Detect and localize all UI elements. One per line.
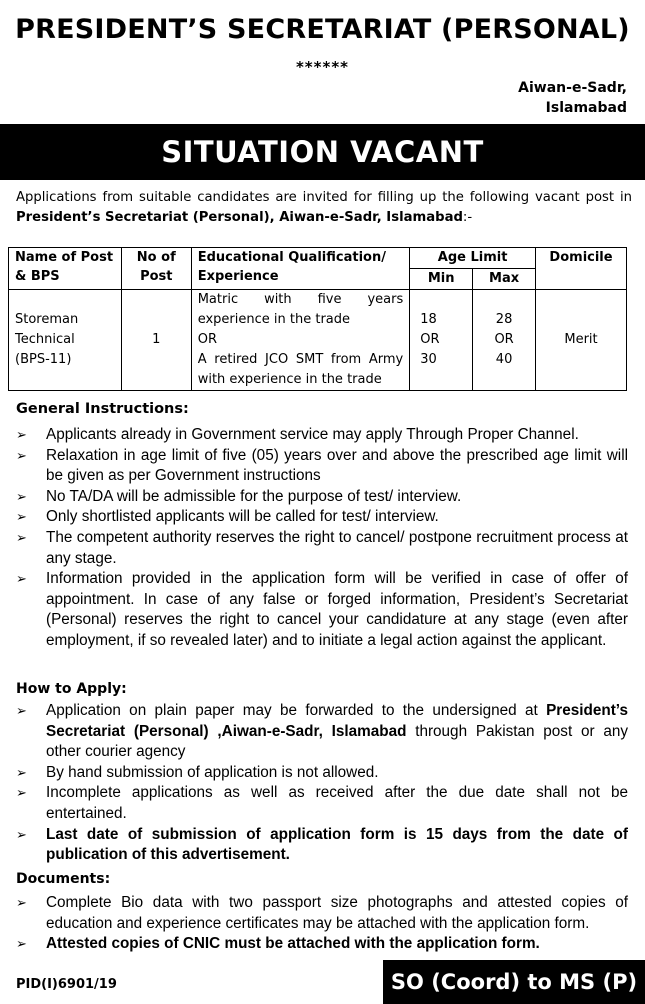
intro-text: Applications from suitable candidates are invited for filling up the following vacant post in [16, 190, 632, 205]
stars-divider: ****** [295, 58, 350, 76]
documents-heading: Documents: [16, 871, 111, 887]
list-item: ➢ By hand submission of application is not allowed. [16, 763, 628, 784]
cell-domicile: Merit [536, 290, 627, 391]
cell-qualification: Matric with five years experience in the trade OR A retired JCO SMT from Army with experience in the trade [191, 290, 410, 391]
list-item: ➢ Only shortlisted applicants will be called for test/ interview. [16, 507, 628, 528]
header-max: Max [473, 269, 536, 290]
situation-vacant-banner: SITUATION VACANT [0, 124, 645, 180]
table-row [9, 290, 627, 391]
list-item: ➢ Complete Bio data with two passport size photographs and attested copies of education and experience certificates may be attached with the application form. [16, 894, 628, 932]
header-post: Name of Post & BPS [9, 248, 122, 290]
address-line-1: Aiwan-e-Sadr, [518, 80, 627, 96]
arrow-bullet-icon: ➢ [16, 703, 27, 718]
arrow-bullet-icon: ➢ [16, 488, 27, 504]
documents-list [16, 893, 628, 955]
footer [0, 960, 645, 1004]
arrow-bullet-icon: ➢ [16, 785, 27, 801]
cell-post: Storeman Technical (BPS-11) [9, 290, 122, 391]
header-min: Min [410, 269, 473, 290]
arrow-bullet-icon: ➢ [16, 447, 27, 463]
page-title: PRESIDENT’S SECRETARIAT (PERSONAL) [15, 14, 630, 45]
how-to-apply-list [16, 701, 628, 866]
list-item: ➢ Information provided in the application form will be verified in case of offer of appointment. In case of any false or forged information, President’s Secretariat (Personal) reserves the right to cancel your candidature at any stage (even after employment, if so revealed later) and to initiate a legal action against the applicant. [16, 570, 628, 649]
list-item: ➢ Incomplete applications as well as received after the due date shall not be entertained. [16, 784, 628, 822]
cell-min: 18 OR 30 [410, 290, 473, 391]
header-age-limit: Age Limit [410, 248, 536, 269]
arrow-bullet-icon: ➢ [16, 895, 27, 910]
list-item: ➢ Applicants already in Government service may apply Through Proper Channel. [16, 425, 628, 446]
arrow-bullet-icon: ➢ [16, 509, 27, 525]
list-item: ➢ Relaxation in age limit of five (05) years over and above the prescribed age limit will be given as per Government instructions [16, 446, 628, 485]
header-no-of-post: No of Post [121, 248, 191, 290]
header-domicile: Domicile [536, 248, 627, 290]
general-instructions-heading: General Instructions: [16, 401, 189, 417]
signatory-block: SO (Coord) to MS (P) [383, 960, 645, 1004]
list-item: ➢ No TA/DA will be admissible for the purpose of test/ interview. [16, 487, 628, 508]
header-qualification: Educational Qualification/ Experience [191, 248, 410, 290]
vacancy-table [8, 247, 627, 391]
arrow-bullet-icon: ➢ [16, 936, 27, 952]
intro-bold: President’s Secretariat (Personal), Aiwan-e-Sadr, Islamabad [16, 210, 463, 225]
arrow-bullet-icon: ➢ [16, 427, 27, 442]
arrow-bullet-icon: ➢ [16, 571, 27, 587]
how-to-apply-heading: How to Apply: [16, 681, 127, 697]
intro-paragraph [16, 188, 632, 228]
intro-tail: :- [462, 210, 473, 225]
arrow-bullet-icon: ➢ [16, 529, 27, 545]
address-line-2: Islamabad [545, 100, 627, 116]
cell-count: 1 [121, 290, 191, 391]
address [518, 78, 627, 118]
pid-number: PID(I)6901/19 [16, 977, 117, 992]
list-item: ➢ Last date of submission of application form is 15 days from the date of publication of this advertisement. [16, 825, 628, 864]
list-item: ➢ Application on plain paper may be forwarded to the undersigned at President’s Secretariat (Personal) ,Aiwan-e-Sadr, Islamabad through Pakistan post or any other courier agency [16, 702, 628, 761]
arrow-bullet-icon: ➢ [16, 826, 27, 842]
arrow-bullet-icon: ➢ [16, 764, 27, 780]
list-item: ➢ Attested copies of CNIC must be attached with the application form. [16, 934, 628, 955]
general-instructions-list [16, 425, 628, 652]
cell-max: 28 OR 40 [473, 290, 536, 391]
list-item: ➢ The competent authority reserves the right to cancel/ postpone recruitment process at any stage. [16, 528, 628, 567]
